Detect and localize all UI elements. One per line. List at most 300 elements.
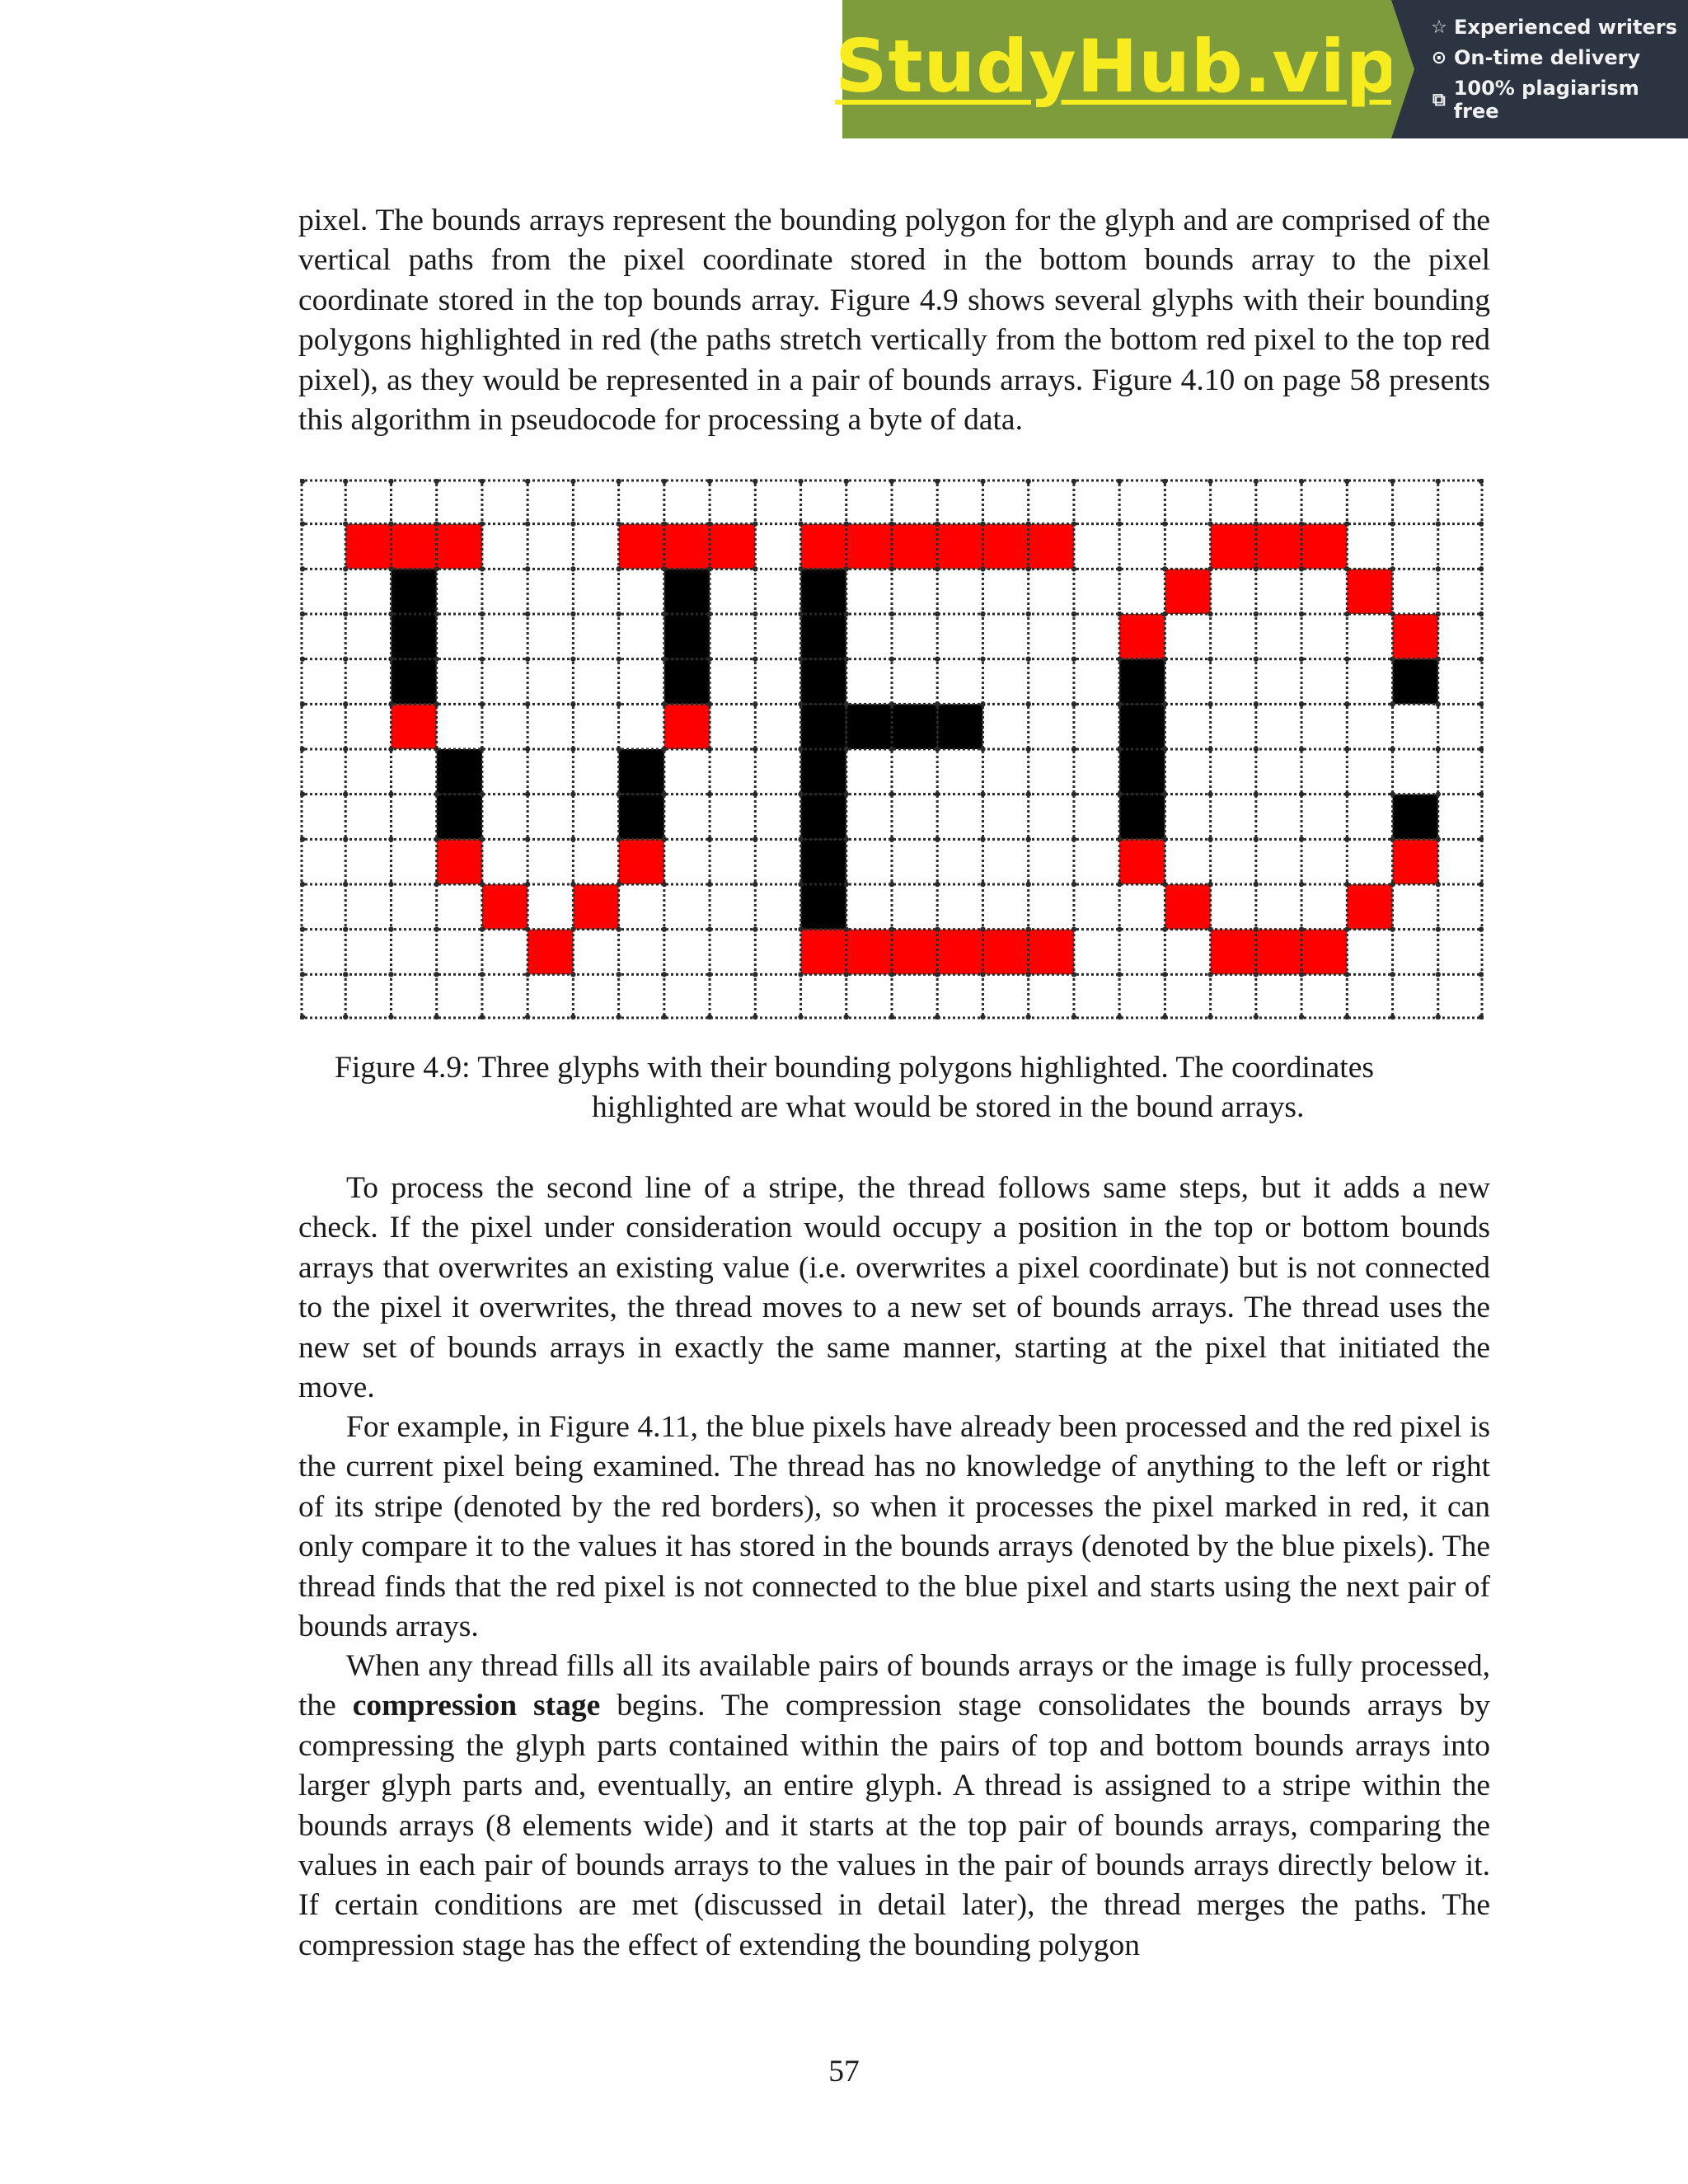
bounds-pixel	[982, 930, 1028, 975]
bounds-pixel	[482, 884, 528, 930]
grid-node	[388, 972, 393, 977]
grid-node	[798, 882, 803, 887]
grid-node	[343, 972, 348, 977]
grid-node	[1025, 479, 1030, 484]
grid-node	[343, 1015, 348, 1019]
glyph-pixel	[801, 749, 846, 794]
grid-node	[1479, 837, 1484, 841]
grid-node	[300, 882, 305, 887]
grid-node	[1299, 1015, 1304, 1019]
grid-node	[300, 656, 305, 661]
grid-node	[1207, 882, 1212, 887]
grid-node	[570, 791, 575, 796]
grid-node	[480, 972, 485, 977]
grid-node	[525, 882, 530, 887]
bounds-pixel	[937, 930, 982, 975]
grid-node	[300, 972, 305, 977]
grid-node	[1344, 566, 1349, 571]
grid-node	[525, 701, 530, 706]
grid-node	[388, 656, 393, 661]
grid-node	[844, 566, 849, 571]
paragraph-4-body: begins. The compression stage consolidates the bounds arrays by compressing the glyph parts contained within the pairs of top and bottom bounds arrays into larger glyph parts and, eventually, an entire glyph. A thread is assigned to a stripe within the bounds arrays (8 elements wide) and it starts at the top pair of bounds arrays, comparing the values in each pair of bounds arrays to the values in the pair of bounds arrays directly below it. If certain conditions are met (discussed in detail later), the thread merges the paths. The compression stage has the effect of extending the bounding polygon	[298, 1689, 1490, 1962]
bounds-pixel	[345, 524, 391, 569]
grid-node	[1071, 837, 1076, 841]
grid-node	[525, 656, 530, 661]
grid-node	[980, 972, 985, 977]
grid-node	[616, 972, 621, 977]
grid-node	[300, 837, 305, 841]
bounds-pixel	[1029, 524, 1074, 569]
grid-node	[388, 926, 393, 931]
grid-node	[570, 521, 575, 526]
grid-node	[343, 701, 348, 706]
grid-node	[480, 1015, 485, 1019]
grid-node	[480, 747, 485, 752]
grid-node	[434, 521, 438, 526]
grid-node	[343, 479, 348, 484]
grid-node	[753, 882, 757, 887]
grid-node	[1390, 521, 1395, 526]
grid-node	[980, 1015, 985, 1019]
banner-features	[1391, 0, 1688, 138]
grid-node	[434, 612, 438, 616]
grid-node	[1117, 972, 1122, 977]
grid-node	[1254, 479, 1259, 484]
grid-node	[343, 791, 348, 796]
grid-node	[707, 656, 712, 661]
grid-node	[1025, 791, 1030, 796]
grid-node	[343, 612, 348, 616]
bounds-pixel	[437, 524, 482, 569]
glyph-pixel	[664, 614, 710, 659]
grid-node	[662, 747, 667, 752]
grid-node	[1162, 566, 1167, 571]
grid-node	[1117, 612, 1122, 616]
glyph-pixel	[619, 794, 664, 840]
paragraph-4-intro: When any thread fills all its available pairs of bounds arrays or the image is fully processed, the	[298, 1649, 1490, 1723]
grid-node	[707, 791, 712, 796]
grid-node	[935, 656, 940, 661]
bounds-pixel	[1211, 930, 1256, 975]
grid-node	[1207, 656, 1212, 661]
grid-node	[343, 747, 348, 752]
grid-node	[1436, 1015, 1441, 1019]
grid-node	[1254, 972, 1259, 977]
grid-node	[844, 701, 849, 706]
grid-node	[1390, 479, 1395, 484]
glyph-pixel	[1119, 659, 1165, 705]
grid-node	[525, 1015, 530, 1019]
grid-node	[343, 521, 348, 526]
grid-node	[388, 479, 393, 484]
grid-node	[616, 656, 621, 661]
grid-node	[844, 479, 849, 484]
grid-node	[980, 837, 985, 841]
grid-node	[753, 612, 757, 616]
grid-node	[935, 791, 940, 796]
grid-node	[1117, 747, 1122, 752]
grid-node	[570, 701, 575, 706]
grid-node	[388, 701, 393, 706]
grid-node	[1390, 656, 1395, 661]
grid-node	[1254, 612, 1259, 616]
glyph-pixel	[801, 884, 846, 930]
bounds-pixel	[846, 524, 892, 569]
grid-node	[388, 1015, 393, 1019]
grid-node	[935, 926, 940, 931]
grid-node	[1436, 926, 1441, 931]
grid-node	[798, 791, 803, 796]
grid-node	[707, 837, 712, 841]
grid-node	[1479, 882, 1484, 887]
grid-node	[434, 656, 438, 661]
grid-node	[434, 701, 438, 706]
bounds-pixel	[1301, 930, 1347, 975]
term-compression-stage: compression stage	[352, 1689, 601, 1723]
grid-node	[935, 747, 940, 752]
grid-node	[1436, 972, 1441, 977]
grid-node	[1162, 479, 1167, 484]
grid-node	[1390, 791, 1395, 796]
grid-node	[1207, 747, 1212, 752]
grid-node	[1479, 521, 1484, 526]
grid-node	[662, 837, 667, 841]
grid-node	[1071, 926, 1076, 931]
grid-node	[798, 479, 803, 484]
grid-node	[707, 882, 712, 887]
grid-node	[1117, 656, 1122, 661]
grid-node	[1254, 521, 1259, 526]
grid-node	[1254, 701, 1259, 706]
grid-node	[844, 972, 849, 977]
bounds-pixel	[1119, 839, 1165, 884]
glyph-pixel	[801, 704, 846, 749]
grid-node	[434, 747, 438, 752]
grid-node	[1436, 521, 1441, 526]
grid-node	[1436, 837, 1441, 841]
studyhub-logo[interactable]: StudyHub.vip	[835, 23, 1399, 109]
grid-node	[525, 479, 530, 484]
grid-node	[1299, 656, 1304, 661]
grid-node	[480, 926, 485, 931]
grid-node	[844, 882, 849, 887]
grid-node	[707, 566, 712, 571]
grid-node	[434, 926, 438, 931]
grid-node	[662, 656, 667, 661]
glyph-pixel	[664, 569, 710, 614]
grid-node	[753, 791, 757, 796]
grid-node	[343, 566, 348, 571]
grid-node	[300, 747, 305, 752]
grid-node	[480, 656, 485, 661]
glyph-pixel	[391, 659, 436, 705]
clock-icon: ⊙	[1431, 47, 1447, 68]
grid-node	[1390, 612, 1395, 616]
grid-node	[662, 612, 667, 616]
grid-node	[1025, 882, 1030, 887]
grid-node	[1117, 521, 1122, 526]
grid-node	[300, 701, 305, 706]
bounds-pixel	[892, 524, 937, 569]
grid-node	[616, 747, 621, 752]
grid-node	[1117, 837, 1122, 841]
feature-label: 100% plagiarism free	[1453, 77, 1639, 123]
glyph-pixel	[391, 614, 436, 659]
grid-node	[1207, 612, 1212, 616]
grid-node	[707, 1015, 712, 1019]
grid-node	[1025, 701, 1030, 706]
grid-node	[707, 701, 712, 706]
grid-node	[1117, 791, 1122, 796]
grid-node	[1390, 747, 1395, 752]
bounds-pixel	[619, 524, 664, 569]
grid-node	[753, 479, 757, 484]
grid-node	[1299, 612, 1304, 616]
feature-label: On-time delivery	[1454, 46, 1641, 69]
grid-node	[388, 566, 393, 571]
glyph-bounding-polygon-figure	[300, 479, 1484, 1019]
grid-node	[1025, 521, 1030, 526]
grid-node	[1436, 656, 1441, 661]
grid-node	[1299, 837, 1304, 841]
grid-node	[343, 882, 348, 887]
grid-node	[616, 566, 621, 571]
grid-node	[753, 656, 757, 661]
grid-node	[1117, 701, 1122, 706]
grid-node	[1162, 837, 1167, 841]
grid-node	[844, 747, 849, 752]
grid-node	[798, 837, 803, 841]
grid-node	[434, 972, 438, 977]
grid-node	[1390, 837, 1395, 841]
grid-node	[798, 926, 803, 931]
glyph-pixel	[801, 839, 846, 884]
glyph-pixel	[1119, 704, 1165, 749]
grid-node	[1344, 791, 1349, 796]
bounds-pixel	[937, 524, 982, 569]
grid-node	[1344, 521, 1349, 526]
grid-node	[889, 926, 894, 931]
grid-node	[525, 837, 530, 841]
grid-node	[798, 1015, 803, 1019]
grid-node	[616, 612, 621, 616]
grid-node	[1299, 747, 1304, 752]
grid-node	[1071, 566, 1076, 571]
grid-node	[889, 566, 894, 571]
grid-node	[1207, 1015, 1212, 1019]
grid-node	[525, 612, 530, 616]
grid-node	[343, 656, 348, 661]
bounds-pixel	[528, 930, 573, 975]
grid-node	[798, 747, 803, 752]
glyph-pixel	[801, 614, 846, 659]
grid-node	[889, 1015, 894, 1019]
glyph-pixel	[892, 704, 937, 749]
grid-node	[616, 882, 621, 887]
grid-node	[1390, 566, 1395, 571]
page-number: 57	[828, 2055, 860, 2088]
grid-node	[707, 926, 712, 931]
grid-node	[1162, 882, 1167, 887]
grid-node	[1479, 791, 1484, 796]
grid-node	[798, 612, 803, 616]
grid-node	[662, 1015, 667, 1019]
grid-node	[980, 521, 985, 526]
grid-node	[1479, 972, 1484, 977]
grid-node	[935, 882, 940, 887]
grid-node	[570, 837, 575, 841]
grid-node	[889, 972, 894, 977]
grid-node	[1025, 747, 1030, 752]
grid-node	[300, 521, 305, 526]
grid-node	[616, 791, 621, 796]
grid-node	[935, 701, 940, 706]
body-paragraph-1: pixel. The bounds arrays represent the bounding polygon for the glyph and are comprised of the vertical paths from the pixel coordinate stored in the bottom bounds array to the pixel coordinate stored in the top bounds array. Figure 4.9 shows several glyphs with their bounding polygons highlighted in red (the paths stretch vertically from the bottom red pixel to the top red pixel), as they would be represented in a pair of bounds arrays. Figure 4.10 on page 58 presents this algorithm in pseudocode for processing a byte of data.	[298, 204, 1490, 438]
grid-node	[707, 612, 712, 616]
grid-node	[662, 701, 667, 706]
glyph-pixel	[801, 569, 846, 614]
grid-node	[798, 566, 803, 571]
bounds-pixel	[1301, 524, 1347, 569]
grid-node	[1207, 972, 1212, 977]
caption-line-1: Figure 4.9: Three glyphs with their bounding polygons highlighted. The coordinates	[335, 1051, 1374, 1085]
grid-node	[480, 791, 485, 796]
grid-node	[570, 1015, 575, 1019]
grid-node	[434, 566, 438, 571]
grid-node	[935, 566, 940, 571]
glyph-pixel	[801, 794, 846, 840]
grid-node	[753, 566, 757, 571]
glyph-pixel	[391, 569, 436, 614]
grid-node	[1071, 791, 1076, 796]
bounds-pixel	[664, 704, 710, 749]
grid-node	[480, 837, 485, 841]
grid-node	[1207, 566, 1212, 571]
bounds-pixel	[1256, 930, 1301, 975]
bounds-pixel	[801, 930, 846, 975]
bounds-pixel	[664, 524, 710, 569]
grid-node	[1436, 701, 1441, 706]
bounds-pixel	[1165, 884, 1210, 930]
studyhub-banner[interactable]	[835, 0, 1688, 138]
glyph-pixel	[937, 704, 982, 749]
grid-node	[889, 837, 894, 841]
grid-node	[1117, 566, 1122, 571]
grid-node	[1254, 837, 1259, 841]
grid-node	[570, 882, 575, 887]
grid-node	[980, 791, 985, 796]
grid-node	[1162, 1015, 1167, 1019]
grid-node	[889, 479, 894, 484]
grid-node	[1344, 837, 1349, 841]
grid-node	[343, 926, 348, 931]
bounds-pixel	[710, 524, 755, 569]
grid-node	[1162, 521, 1167, 526]
grid-node	[480, 566, 485, 571]
banner-logo-area[interactable]	[835, 0, 1399, 138]
grid-node	[1344, 612, 1349, 616]
bounds-pixel	[1347, 569, 1392, 614]
grid-node	[1390, 701, 1395, 706]
grid-node	[1436, 479, 1441, 484]
grid-node	[707, 521, 712, 526]
grid-node	[889, 521, 894, 526]
grid-node	[1344, 972, 1349, 977]
grid-node	[1436, 882, 1441, 887]
grid-node	[1207, 701, 1212, 706]
grid-node	[980, 612, 985, 616]
grid-node	[1299, 521, 1304, 526]
grid-node	[662, 926, 667, 931]
grid-node	[388, 837, 393, 841]
grid-node	[343, 837, 348, 841]
grid-node	[1254, 791, 1259, 796]
grid-node	[1299, 791, 1304, 796]
bounds-pixel	[1211, 524, 1256, 569]
grid-node	[525, 972, 530, 977]
grid-node	[480, 882, 485, 887]
grid-node	[1071, 656, 1076, 661]
feature-experienced-writers	[1429, 16, 1688, 39]
bounds-pixel	[391, 524, 436, 569]
grid-node	[480, 612, 485, 616]
grid-node	[935, 612, 940, 616]
grid-node	[662, 791, 667, 796]
grid-node	[1254, 882, 1259, 887]
grid-node	[1071, 479, 1076, 484]
grid-node	[935, 972, 940, 977]
grid-node	[1344, 701, 1349, 706]
grid-node	[1254, 747, 1259, 752]
grid-node	[753, 837, 757, 841]
grid-node	[1436, 566, 1441, 571]
grid-node	[1299, 882, 1304, 887]
glyph-pixel	[1119, 749, 1165, 794]
grid-node	[616, 701, 621, 706]
bounds-pixel	[1393, 614, 1438, 659]
grid-node	[889, 882, 894, 887]
grid-node	[844, 837, 849, 841]
grid-node	[980, 479, 985, 484]
grid-node	[1207, 521, 1212, 526]
glyph-pixel	[1393, 794, 1438, 840]
grid-node	[798, 521, 803, 526]
grid-node	[753, 926, 757, 931]
grid-node	[980, 882, 985, 887]
bounds-pixel	[1256, 524, 1301, 569]
grid-node	[388, 612, 393, 616]
bounds-pixel	[573, 884, 618, 930]
grid-node	[1071, 882, 1076, 887]
star-icon: ☆	[1431, 16, 1447, 38]
grid-node	[1071, 701, 1076, 706]
glyph-pixel	[1393, 659, 1438, 705]
grid-node	[525, 521, 530, 526]
grid-node	[753, 1015, 757, 1019]
grid-node	[1117, 1015, 1122, 1019]
bounds-pixel	[892, 930, 937, 975]
grid-node	[616, 479, 621, 484]
grid-node	[844, 656, 849, 661]
grid-node	[798, 972, 803, 977]
grid-node	[1025, 972, 1030, 977]
grid-node	[889, 701, 894, 706]
grid-node	[707, 972, 712, 977]
grid-node	[570, 479, 575, 484]
grid-node	[300, 566, 305, 571]
grid-node	[1390, 926, 1395, 931]
grid-node	[1344, 479, 1349, 484]
